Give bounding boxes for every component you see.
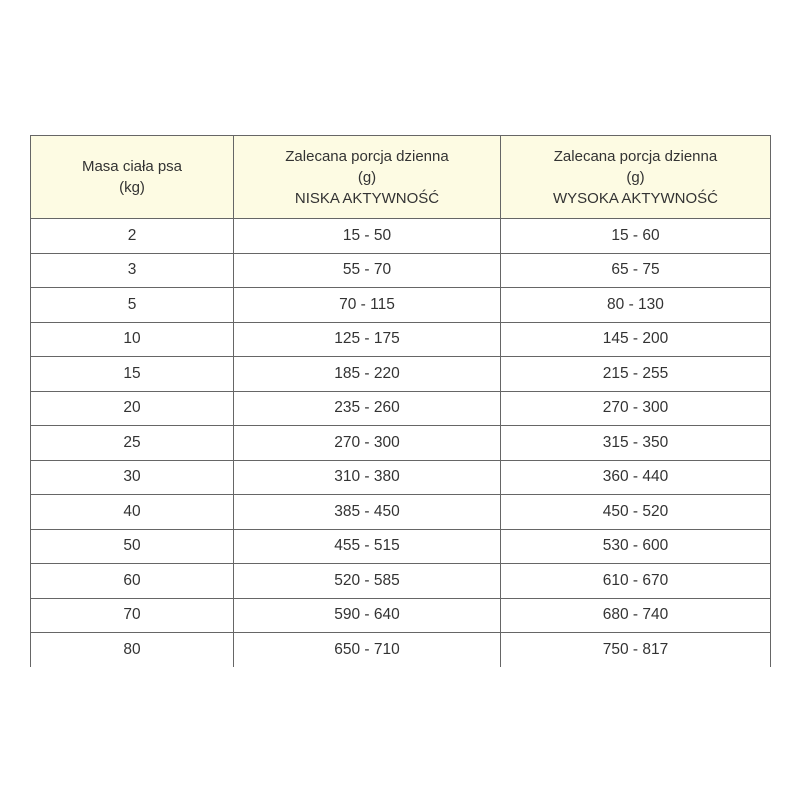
header-low-activity [234,136,501,219]
low-activity-cell: 590 - 640 [234,598,501,633]
header-row [31,136,771,219]
high-activity-cell: 270 - 300 [501,391,771,426]
high-activity-cell: 530 - 600 [501,529,771,564]
table-row [31,426,771,461]
weight-cell: 2 [31,219,234,254]
high-activity-cell: 145 - 200 [501,322,771,357]
table-row [31,529,771,564]
table-row [31,598,771,633]
high-activity-cell: 215 - 255 [501,357,771,392]
header-text: (g) [626,168,645,186]
table-row [31,288,771,323]
high-activity-cell: 315 - 350 [501,426,771,461]
feeding-table [30,135,771,667]
low-activity-cell: 310 - 380 [234,460,501,495]
weight-cell: 15 [31,357,234,392]
high-activity-cell: 360 - 440 [501,460,771,495]
low-activity-cell: 70 - 115 [234,288,501,323]
low-activity-cell: 455 - 515 [234,529,501,564]
feeding-table-container [30,135,770,667]
weight-cell: 25 [31,426,234,461]
table-row [31,633,771,667]
low-activity-cell: 185 - 220 [234,357,501,392]
table-header [31,136,771,219]
low-activity-cell: 15 - 50 [234,219,501,254]
weight-cell: 5 [31,288,234,323]
table-row [31,391,771,426]
table-row [31,357,771,392]
high-activity-cell: 80 - 130 [501,288,771,323]
header-high-activity [501,136,771,219]
table-row [31,219,771,254]
high-activity-cell: 680 - 740 [501,598,771,633]
header-text: Zalecana porcja dzienna [553,147,718,165]
high-activity-cell: 15 - 60 [501,219,771,254]
header-text: Masa ciała psa [81,158,183,175]
header-text: Zalecana porcja dzienna [285,147,449,165]
low-activity-cell: 270 - 300 [234,426,501,461]
table-row [31,322,771,357]
header-text: (g) [357,168,377,186]
low-activity-cell: 125 - 175 [234,322,501,357]
weight-cell: 10 [31,322,234,357]
header-text: NISKA AKTYWNOŚĆ [294,189,440,207]
header-text: WYSOKA AKTYWNOŚĆ [552,189,719,207]
low-activity-cell: 520 - 585 [234,564,501,599]
header-dog-weight [31,136,234,219]
weight-cell: 30 [31,460,234,495]
high-activity-cell: 750 - 817 [501,633,771,667]
low-activity-cell: 55 - 70 [234,253,501,288]
low-activity-cell: 235 - 260 [234,391,501,426]
low-activity-cell: 650 - 710 [234,633,501,667]
weight-cell: 60 [31,564,234,599]
weight-cell: 3 [31,253,234,288]
high-activity-cell: 610 - 670 [501,564,771,599]
weight-cell: 50 [31,529,234,564]
header-text: (kg) [119,179,145,196]
weight-cell: 20 [31,391,234,426]
table-row [31,564,771,599]
weight-cell: 70 [31,598,234,633]
table-row [31,495,771,530]
table-body [31,219,771,667]
table-row [31,253,771,288]
table-row [31,460,771,495]
high-activity-cell: 450 - 520 [501,495,771,530]
weight-cell: 40 [31,495,234,530]
weight-cell: 80 [31,633,234,667]
high-activity-cell: 65 - 75 [501,253,771,288]
low-activity-cell: 385 - 450 [234,495,501,530]
